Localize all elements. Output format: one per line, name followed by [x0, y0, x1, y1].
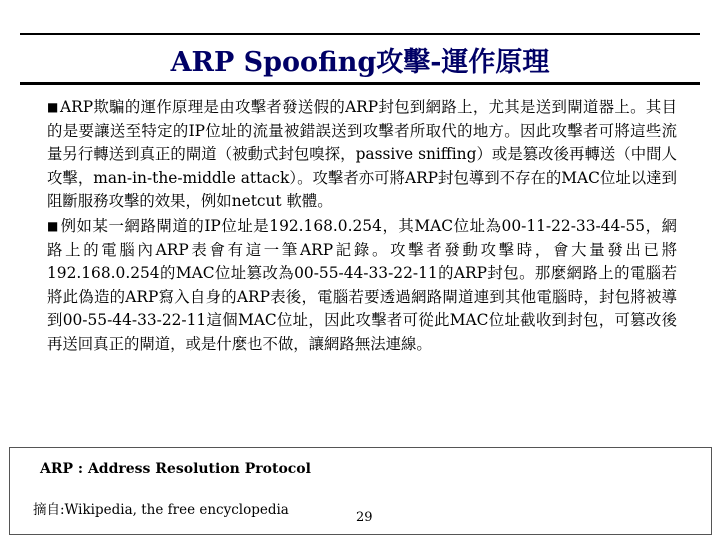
source-citation: 摘自:Wikipedia, the free encyclopedia — [33, 502, 289, 518]
title-top-rule — [20, 33, 700, 35]
paragraph-text: 例如某一網路閘道的IP位址是192.168.0.254，其MAC位址為00-11-22-33-44-55，網路上的電腦內ARP表會有這一筆ARP記錄。攻擊者發動攻擊時，會大量發出已將192.168.0.254的MAC位址篡改為00-55-44-33-22-11的ARP封包。那麼網路上的電腦若將此偽造的ARP寫入自身的ARP表後，電腦若要透過網路閘道連到其他電腦時，封包將被導到00-55-44-33-22-11這個MAC位址，因此攻擊者可從此MAC位址截收到封包，可篡改後再送回真正的閘道，或是什麼也不做，讓網路無法連線。 — [47, 216, 677, 353]
slide-body — [47, 96, 677, 357]
page-number: 29 — [356, 510, 373, 525]
square-bullet-icon: ■ — [47, 100, 59, 114]
title-bottom-rule — [20, 82, 700, 85]
slide-title: ARP Spoofing攻擊-運作原理 — [170, 47, 550, 78]
paragraph-text: ARP欺騙的運作原理是由攻擊者發送假的ARP封包到網路上，尤其是送到閘道器上。其目的是要讓送至特定的IP位址的流量被錯誤送到攻擊者所取代的地方。因此攻擊者可將這些流量另行轉送到真正的閘道（被動式封包嗅探，passive sniffing）或是篡改後再轉送（中間人攻擊，man-in-the-middle attack）。攻擊者亦可將ARP封包導到不存在的MAC位址以達到阻斷服務攻擊的效果，例如netcut 軟體。 — [47, 98, 677, 211]
abbreviation-note: ARP : Address Resolution Protocol — [40, 461, 311, 477]
bullet-paragraph-1 — [47, 96, 677, 214]
square-bullet-icon: ■ — [47, 218, 59, 233]
bullet-paragraph-2 — [47, 215, 677, 357]
